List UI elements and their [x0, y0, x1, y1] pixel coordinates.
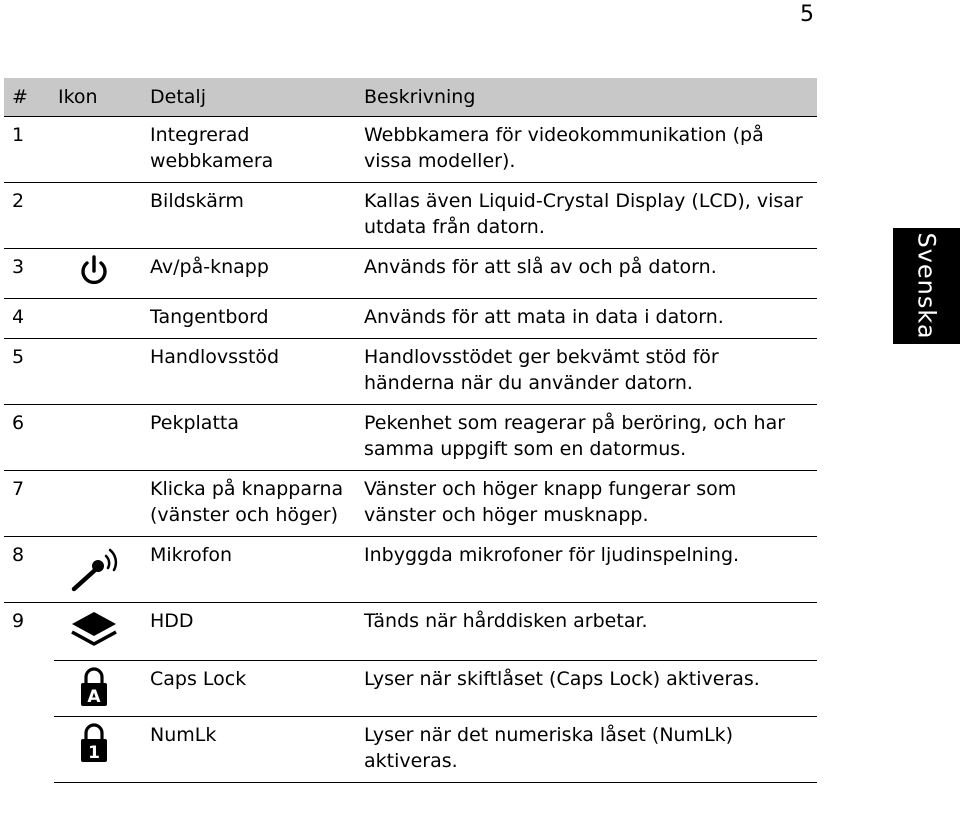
page-number: 5	[800, 2, 814, 27]
row-number: 1	[4, 117, 54, 183]
row-description: Tänds när hårddisken arbetar.	[360, 603, 817, 661]
header-number: #	[4, 78, 54, 117]
row-icon-cell	[54, 299, 146, 339]
table-row	[4, 471, 817, 537]
header-detail: Detalj	[146, 78, 360, 117]
table-row	[4, 537, 817, 603]
row-number: 6	[4, 405, 54, 471]
table-row	[4, 117, 817, 183]
row-detail: Mikrofon	[146, 537, 360, 603]
component-table	[4, 78, 817, 783]
caps-lock-icon	[78, 666, 110, 708]
row-detail: Pekplatta	[146, 405, 360, 471]
table-row	[4, 661, 817, 717]
row-description: Används för att mata in data i datorn.	[360, 299, 817, 339]
row-detail: Av/på-knapp	[146, 249, 360, 299]
table-row	[4, 405, 817, 471]
row-description: Webbkamera för videokommunikation (på vissa modeller).	[360, 117, 817, 183]
header-icon: Ikon	[54, 78, 146, 117]
row-detail: Handlovsstöd	[146, 339, 360, 405]
row-description: Används för att slå av och på datorn.	[360, 249, 817, 299]
row-icon-cell	[54, 339, 146, 405]
row-icon-cell	[54, 471, 146, 537]
row-description: Vänster och höger knapp fungerar som vänster och höger musknapp.	[360, 471, 817, 537]
row-detail: HDD	[146, 603, 360, 661]
row-detail: Bildskärm	[146, 183, 360, 249]
power-icon	[77, 254, 111, 290]
row-description: Pekenhet som reagerar på beröring, och har samma uppgift som en datormus.	[360, 405, 817, 471]
row-detail: NumLk	[146, 717, 360, 783]
row-icon-cell	[54, 183, 146, 249]
table-row	[4, 299, 817, 339]
row-icon-cell	[54, 537, 146, 603]
row-number: 4	[4, 299, 54, 339]
row-detail: Klicka på knapparna (vänster och höger)	[146, 471, 360, 537]
row-icon-cell	[54, 603, 146, 661]
row-description: Lyser när det numeriska låset (NumLk) aktiveras.	[360, 717, 817, 783]
hdd-icon	[68, 608, 120, 652]
row-icon-cell	[54, 405, 146, 471]
row-description: Lyser när skiftlåset (Caps Lock) aktiveras.	[360, 661, 817, 717]
table-header-row	[4, 78, 817, 117]
table-row	[4, 339, 817, 405]
row-detail: Caps Lock	[146, 661, 360, 717]
row-detail: Tangentbord	[146, 299, 360, 339]
row-description: Kallas även Liquid-Crystal Display (LCD), visar utdata från datorn.	[360, 183, 817, 249]
language-tab	[893, 228, 960, 344]
table-row	[4, 603, 817, 661]
header-description: Beskrivning	[360, 78, 817, 117]
num-lock-icon	[78, 722, 110, 764]
row-number: 3	[4, 249, 54, 299]
table-row	[4, 249, 817, 299]
row-icon-cell	[54, 249, 146, 299]
row-number: 9	[4, 603, 54, 661]
row-icon-cell	[54, 717, 146, 783]
row-icon-cell	[54, 117, 146, 183]
row-detail: Integrerad webbkamera	[146, 117, 360, 183]
language-tab-label: Svenska	[912, 232, 941, 340]
row-number: 7	[4, 471, 54, 537]
row-icon-cell	[54, 661, 146, 717]
row-description: Handlovsstödet ger bekvämt stöd för händerna när du använder datorn.	[360, 339, 817, 405]
table-row	[4, 717, 817, 783]
row-number: 5	[4, 339, 54, 405]
row-number: 2	[4, 183, 54, 249]
caps-lock-icon-letter: A	[87, 687, 101, 707]
num-lock-icon-digit: 1	[88, 743, 100, 763]
row-number: 8	[4, 537, 54, 603]
row-description: Inbyggda mikrofoner för ljudinspelning.	[360, 537, 817, 603]
table-row	[4, 183, 817, 249]
microphone-icon	[64, 542, 124, 594]
